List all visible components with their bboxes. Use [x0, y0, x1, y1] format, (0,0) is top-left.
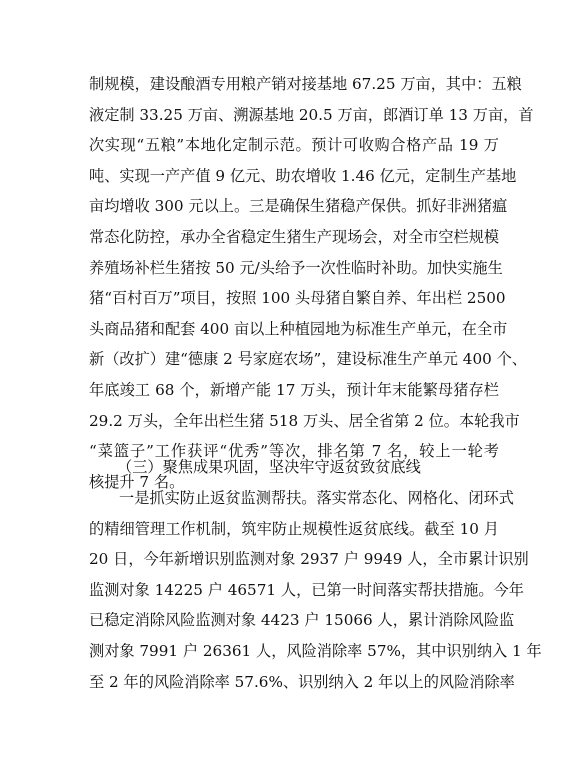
paragraph-line: 次实现“五粮”本地化定制示范。预计可收购合格产品 19 万	[89, 136, 499, 155]
paragraph-line: 吨、实现一产产值 9 亿元、助农增收 1.46 亿元，定制生产基地	[89, 166, 517, 185]
paragraph-livestock-production	[89, 69, 534, 497]
paragraph-line: 养殖场补栏生猪按 50 元/头给予一次性临时补助。加快实施生	[89, 258, 503, 277]
section-heading: （三）聚焦成果巩固，坚决牢守返贫致贫底线	[117, 458, 421, 476]
paragraph-line: 29.2 万头，全年出栏生猪 518 万头、居全省第 2 位。本轮我市	[89, 411, 520, 430]
paragraph-line: “菜篮子”工作获评“优秀”等次，排名第 7 名，较上一轮考	[89, 442, 499, 461]
section-heading-block	[89, 452, 499, 483]
paragraph-line: 一是抓实防止返贫监测帮扶。落实常态化、网格化、闭环式	[119, 489, 514, 507]
paragraph-line: 的精细管理工作机制，筑牢防止规模性返贫底线。截至 10 月	[89, 519, 499, 538]
paragraph-line: 制规模，建设酿酒专用粮产销对接基地 67.25 万亩，其中：五粮	[89, 75, 522, 93]
paragraph-line: 常态化防控，承办全省稳定生猪生产现场会，对全市空栏规模	[89, 227, 500, 246]
paragraph-line: 年底竣工 68 个，新增产能 17 万头，预计年末能繁母猪存栏	[89, 380, 499, 399]
paragraph-line: 新（改扩）建“德康 2 号家庭农场”，建设标准生产单元 400 个、	[89, 350, 527, 369]
paragraph-line: 已稳定消除风险监测对象 4423 户 15066 人，累计消除风险监	[89, 611, 515, 630]
paragraph-line: 猪“百村百万”项目，按照 100 头母猪自繁自养、年出栏 2500	[89, 289, 506, 308]
paragraph-line: 头商品猪和配套 400 亩以上种植园地为标准生产单元，在全市	[89, 319, 508, 338]
paragraph-line: 测对象 7991 户 26361 人，风险消除率 57%，其中识别纳入 1 年	[89, 641, 542, 660]
paragraph-line: 亩均增收 300 元以上。三是确保生猪稳产保供。抓好非洲猪瘟	[89, 197, 508, 216]
paragraph-line: 监测对象 14225 户 46571 人，已第一时间落实帮扶措施。今年	[89, 580, 524, 599]
paragraph-line: 核提升 7 名。	[89, 472, 185, 491]
paragraph-line: 至 2 年的风险消除率 57.6%、识别纳入 2 年以上的风险消除率	[89, 672, 515, 691]
paragraph-line: 液定制 33.25 万亩、溯源基地 20.5 万亩，郎酒订单 13 万亩，首	[89, 105, 534, 124]
paragraph-line: 20 日，今年新增识别监测对象 2937 户 9949 人，全市累计识别	[89, 550, 529, 569]
paragraph-poverty-monitoring	[89, 483, 542, 697]
